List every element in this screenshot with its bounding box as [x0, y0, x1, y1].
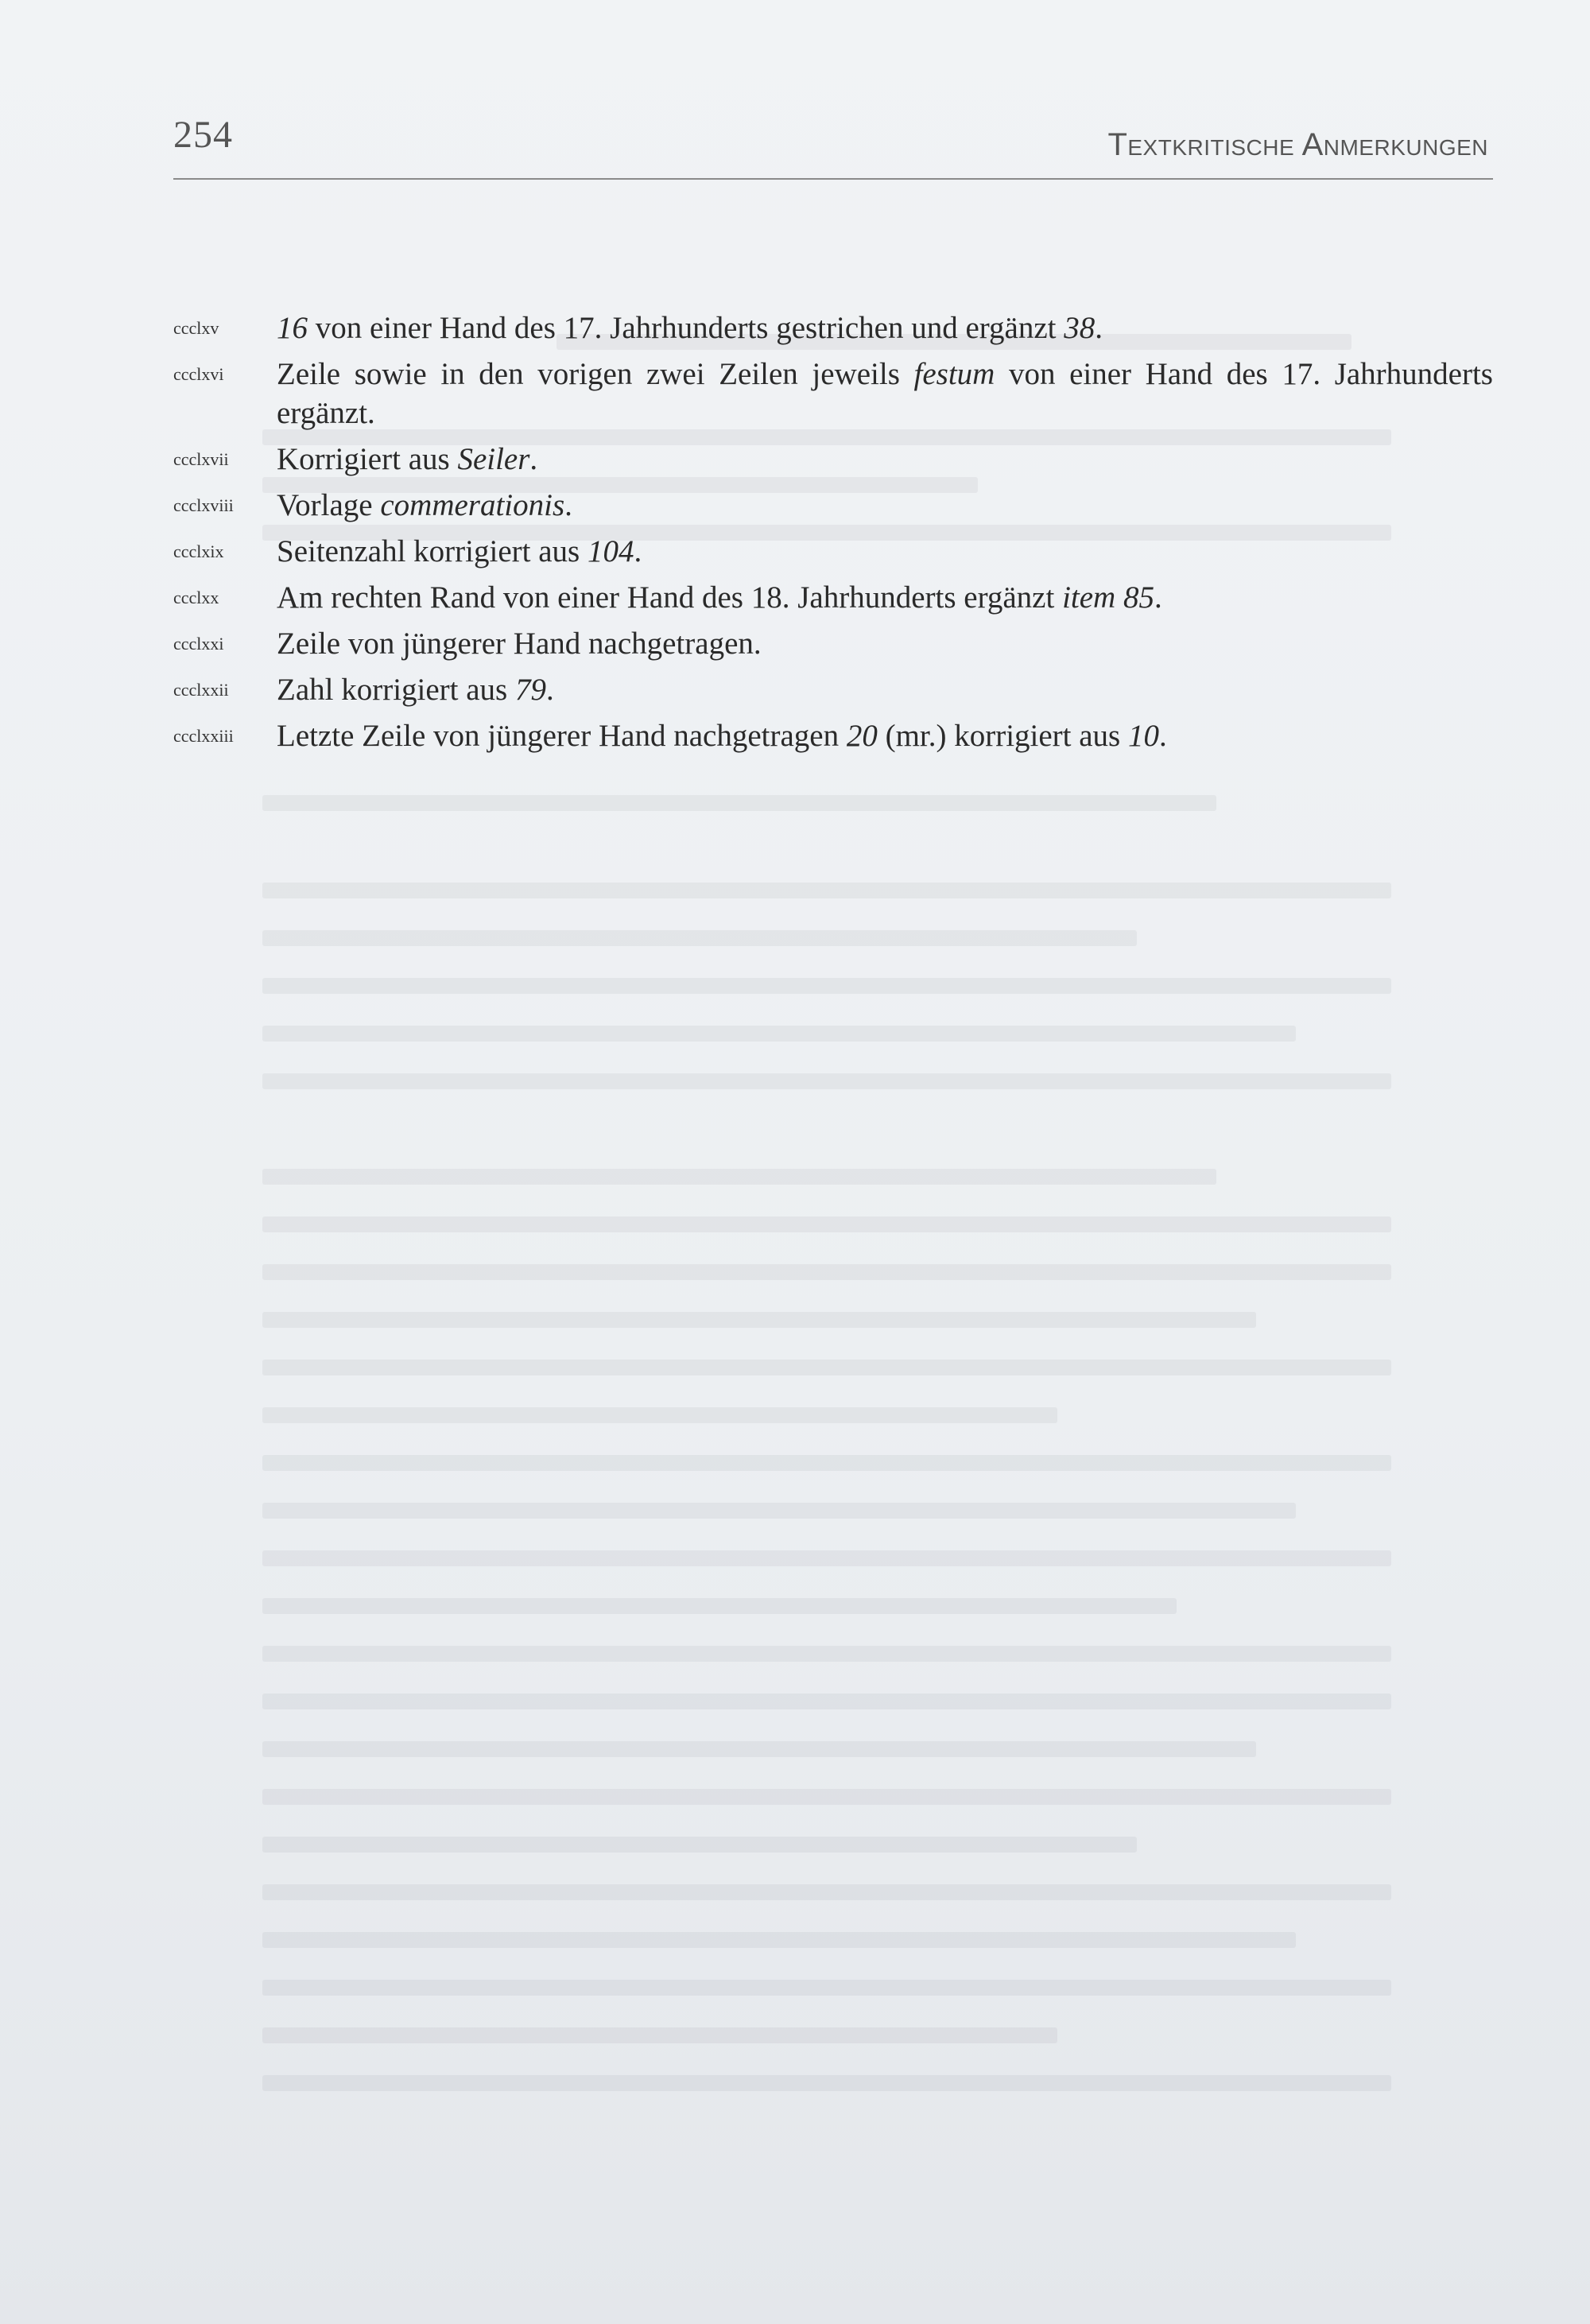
- note-item: [173, 532, 1493, 571]
- note-item: [173, 355, 1493, 433]
- running-title: Textkritische Anmerkungen: [1107, 127, 1488, 162]
- note-text: Zahl korrigiert aus 79.: [277, 673, 554, 707]
- note-text: Letzte Zeile von jüngerer Hand nachgetragen 20 (mr.) korrigiert aus 10.: [277, 719, 1167, 753]
- note-text: Seitenzahl korrigiert aus 104.: [277, 534, 642, 568]
- note-text: Am rechten Rand von einer Hand des 18. Jahrhunderts ergänzt item 85.: [277, 580, 1162, 615]
- note-marker: ccclxix: [173, 541, 224, 561]
- note-marker: ccclxxiii: [173, 726, 234, 746]
- note-item: [173, 486, 1493, 525]
- note-marker: ccclxvi: [173, 364, 224, 384]
- note-marker: ccclxv: [173, 318, 219, 338]
- note-text: Zeile sowie in den vorigen zwei Zeilen jeweils festum von einer Hand des 17. Jahrhunderts ergänzt.: [277, 357, 1493, 430]
- note-item: [173, 624, 1493, 663]
- note-marker: ccclxx: [173, 588, 219, 607]
- note-text: Vorlage commerationis.: [277, 488, 572, 522]
- note-marker: ccclxxi: [173, 634, 224, 654]
- note-text: Zeile von jüngerer Hand nachgetragen.: [277, 627, 762, 661]
- note-text: Korrigiert aus Seiler.: [277, 442, 538, 476]
- note-item: [173, 578, 1493, 617]
- page-number: 254: [173, 114, 233, 156]
- header-rule: [173, 178, 1493, 180]
- note-marker: ccclxvii: [173, 449, 229, 469]
- note-item: [173, 308, 1493, 347]
- note-item: [173, 670, 1493, 709]
- note-marker: ccclxviii: [173, 495, 234, 515]
- note-item: [173, 440, 1493, 479]
- note-item: [173, 716, 1493, 755]
- note-text: 16 von einer Hand des 17. Jahrhunderts gestrichen und ergänzt 38.: [277, 311, 1103, 345]
- textcritical-notes-list: [173, 308, 1493, 762]
- note-marker: ccclxxii: [173, 680, 229, 700]
